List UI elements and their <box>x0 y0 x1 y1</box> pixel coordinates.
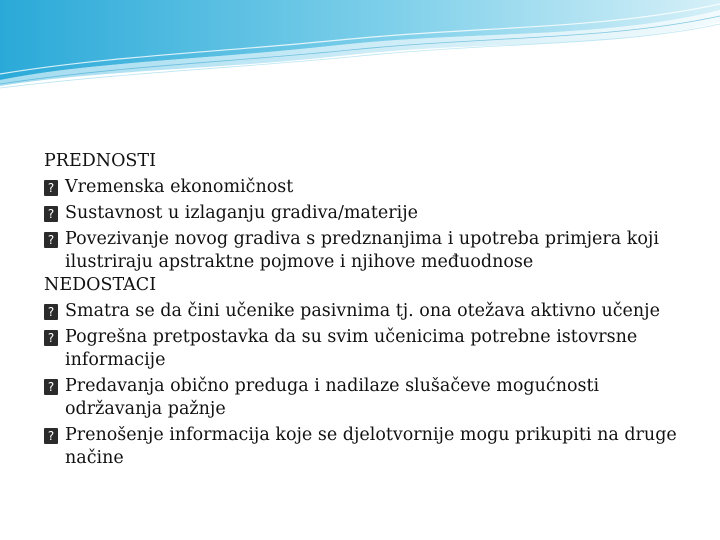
list-item <box>44 228 694 274</box>
list-item <box>44 424 694 470</box>
bullet-placeholder-icon: ? <box>44 206 58 222</box>
list-item-text: Sustavnost u izlaganju gradiva/materije <box>65 203 418 223</box>
list-item-text: Povezivanje novog gradiva s predznanjima i upotreba primjera koji ilustriraju apstraktne pojmove i njihove međuodnose <box>65 229 659 272</box>
bullet-placeholder-icon: ? <box>44 428 58 444</box>
list-item-text: Predavanja obično preduga i nadilaze slušačeve mogućnosti održavanja pažnje <box>65 376 600 419</box>
list-item <box>44 326 694 372</box>
bullet-placeholder-icon: ? <box>44 232 58 248</box>
list-item <box>44 300 694 323</box>
list-item-text: Smatra se da čini učenike pasivnima tj. ona otežava aktivno učenje <box>65 301 660 321</box>
bullet-placeholder-icon: ? <box>44 304 58 320</box>
bullet-placeholder-icon: ? <box>44 330 58 346</box>
section-heading: PREDNOSTI <box>44 151 156 171</box>
list-item <box>44 202 694 225</box>
list-item <box>44 176 694 199</box>
section-prednosti <box>44 150 694 274</box>
slide-body <box>44 150 694 470</box>
list-item-text: Pogrešna pretpostavka da su svim učenicima potrebne istovrsne informacije <box>65 327 638 370</box>
list-item-text: Vremenska ekonomičnost <box>65 177 294 197</box>
bullet-placeholder-icon: ? <box>44 379 58 395</box>
decorative-wave-header <box>0 0 720 90</box>
section-nedostaci <box>44 274 694 470</box>
list-item <box>44 375 694 421</box>
bullet-placeholder-icon: ? <box>44 180 58 196</box>
list-item-text: Prenošenje informacija koje se djelotvornije mogu prikupiti na druge načine <box>65 425 677 468</box>
section-heading: NEDOSTACI <box>44 275 157 295</box>
